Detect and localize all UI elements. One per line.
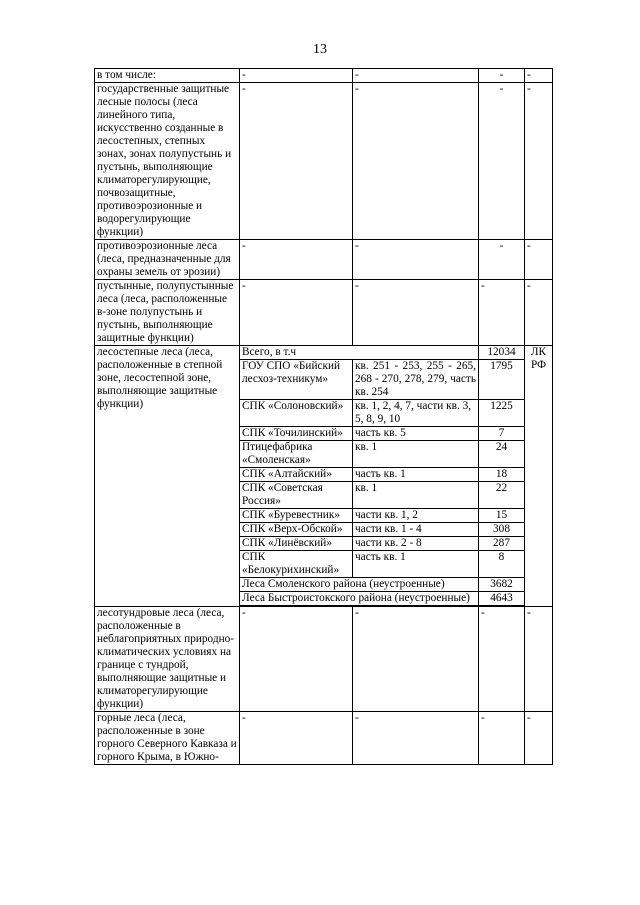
- cell-dash: -: [240, 69, 353, 83]
- area-value: 3682: [479, 578, 525, 592]
- owner-name: СПК «Верх-Обской»: [240, 523, 353, 537]
- cell-dash: -: [240, 607, 353, 712]
- cell-dash: -: [353, 83, 479, 240]
- cell-dash: -: [240, 712, 353, 765]
- quarter-list: кв. 1: [353, 482, 479, 509]
- owner-name: СПК «Буревестник»: [240, 509, 353, 523]
- area-value: 24: [479, 441, 525, 468]
- cell-dash: -: [525, 712, 553, 765]
- category-name: пустынные, полупустынные леса (леса, расположенные в-зоне полупустынь и пустынь, выполняющие защитные функции): [95, 280, 240, 346]
- area-value: 1795: [479, 360, 525, 400]
- quarter-list: части кв. 1, 2: [353, 509, 479, 523]
- owner-name: Птицефабрика «Смоленская»: [240, 441, 353, 468]
- area-value: 22: [479, 482, 525, 509]
- quarter-list: части кв. 2 - 8: [353, 537, 479, 551]
- category-name: государственные защитные лесные полосы (леса линейного типа, искусственно созданные в лесостепных, степных зонах, зонах полупустынь и пустынь, выполняющие климаторегулирующие, почвозащитные, противоэрозионные и водорегулирующие функции): [95, 83, 240, 240]
- cell-dash: -: [525, 607, 553, 712]
- area-value: 7: [479, 427, 525, 441]
- table-row: [95, 712, 553, 765]
- cell-dash: -: [479, 712, 525, 765]
- cell-dash: -: [525, 83, 553, 240]
- area-value: 18: [479, 468, 525, 482]
- cell-dash: -: [240, 240, 353, 280]
- cell-dash: -: [479, 83, 525, 240]
- page-number: 13: [313, 42, 327, 57]
- table-row: [95, 69, 553, 83]
- cell-dash: -: [353, 607, 479, 712]
- category-name: в том числе:: [95, 69, 240, 83]
- owner-name: СПК «Алтайский»: [240, 468, 353, 482]
- area-value: 15: [479, 509, 525, 523]
- category-name: горные леса (леса, расположенные в зоне горного Северного Кавказа и горного Крыма, в Южно-: [95, 712, 240, 765]
- category-name: противоэрозионные леса (леса, предназначенные для охраны земель от эрозии): [95, 240, 240, 280]
- quarter-list: кв. 1, 2, 4, 7, части кв. 3, 5, 8, 9, 10: [353, 400, 479, 427]
- cell-dash: -: [353, 712, 479, 765]
- cell-dash: -: [479, 240, 525, 280]
- cell-dash: -: [479, 69, 525, 83]
- area-value: 8: [479, 551, 525, 578]
- legal-basis: ЛК РФ: [525, 346, 553, 607]
- owner-name: СПК «Советская Россия»: [240, 482, 353, 509]
- quarter-list: кв. 1: [353, 441, 479, 468]
- cell-dash: -: [240, 280, 353, 346]
- category-name: лесостепные леса (леса, расположенные в степной зоне, лесостепной зоне, выполняющие защитные функции): [95, 346, 240, 607]
- quarter-list: часть кв. 1: [353, 551, 479, 578]
- area-value: 287: [479, 537, 525, 551]
- category-name: лесотундровые леса (леса, расположенные в неблагоприятных природно-климатических условиях на границе с тундрой, выполняющие защитные и климаторегулирующие функции): [95, 607, 240, 712]
- cell-dash: -: [479, 280, 525, 346]
- owner-name: ГОУ СПО «Бийский лесхоз-техникум»: [240, 360, 353, 400]
- quarter-list: часть кв. 1: [353, 468, 479, 482]
- cell-dash: -: [353, 280, 479, 346]
- area-value: 4643: [479, 592, 525, 606]
- owner-name: СПК «Точилинский»: [240, 427, 353, 441]
- total-label: Всего, в т.ч: [240, 346, 479, 360]
- quarter-list: части кв. 1 - 4: [353, 523, 479, 537]
- total-value: 12034: [479, 346, 525, 360]
- quarter-list: часть кв. 5: [353, 427, 479, 441]
- owner-name: СПК «Солоновский»: [240, 400, 353, 427]
- forest-category-table: [94, 68, 553, 765]
- cell-dash: -: [525, 240, 553, 280]
- owner-name: Леса Смоленского района (неустроенные): [240, 578, 479, 592]
- area-value: 308: [479, 523, 525, 537]
- area-value: 1225: [479, 400, 525, 427]
- owner-name: СПК «Линёвский»: [240, 537, 353, 551]
- table-row: [95, 346, 553, 360]
- cell-dash: -: [353, 69, 479, 83]
- cell-dash: -: [240, 83, 353, 240]
- quarter-list: кв. 251 - 253, 255 - 265, 268 - 270, 278, 279, часть кв. 254: [353, 360, 479, 400]
- table-row: [95, 240, 553, 280]
- table-row: [95, 83, 553, 240]
- owner-name: Леса Быстроистокского района (неустроенные): [240, 592, 479, 606]
- cell-dash: -: [525, 280, 553, 346]
- table-row: [95, 280, 553, 346]
- cell-dash: -: [479, 607, 525, 712]
- owner-name: СПК «Белокурихинский»: [240, 551, 353, 578]
- cell-dash: -: [353, 240, 479, 280]
- table-row: [95, 607, 553, 712]
- cell-dash: -: [525, 69, 553, 83]
